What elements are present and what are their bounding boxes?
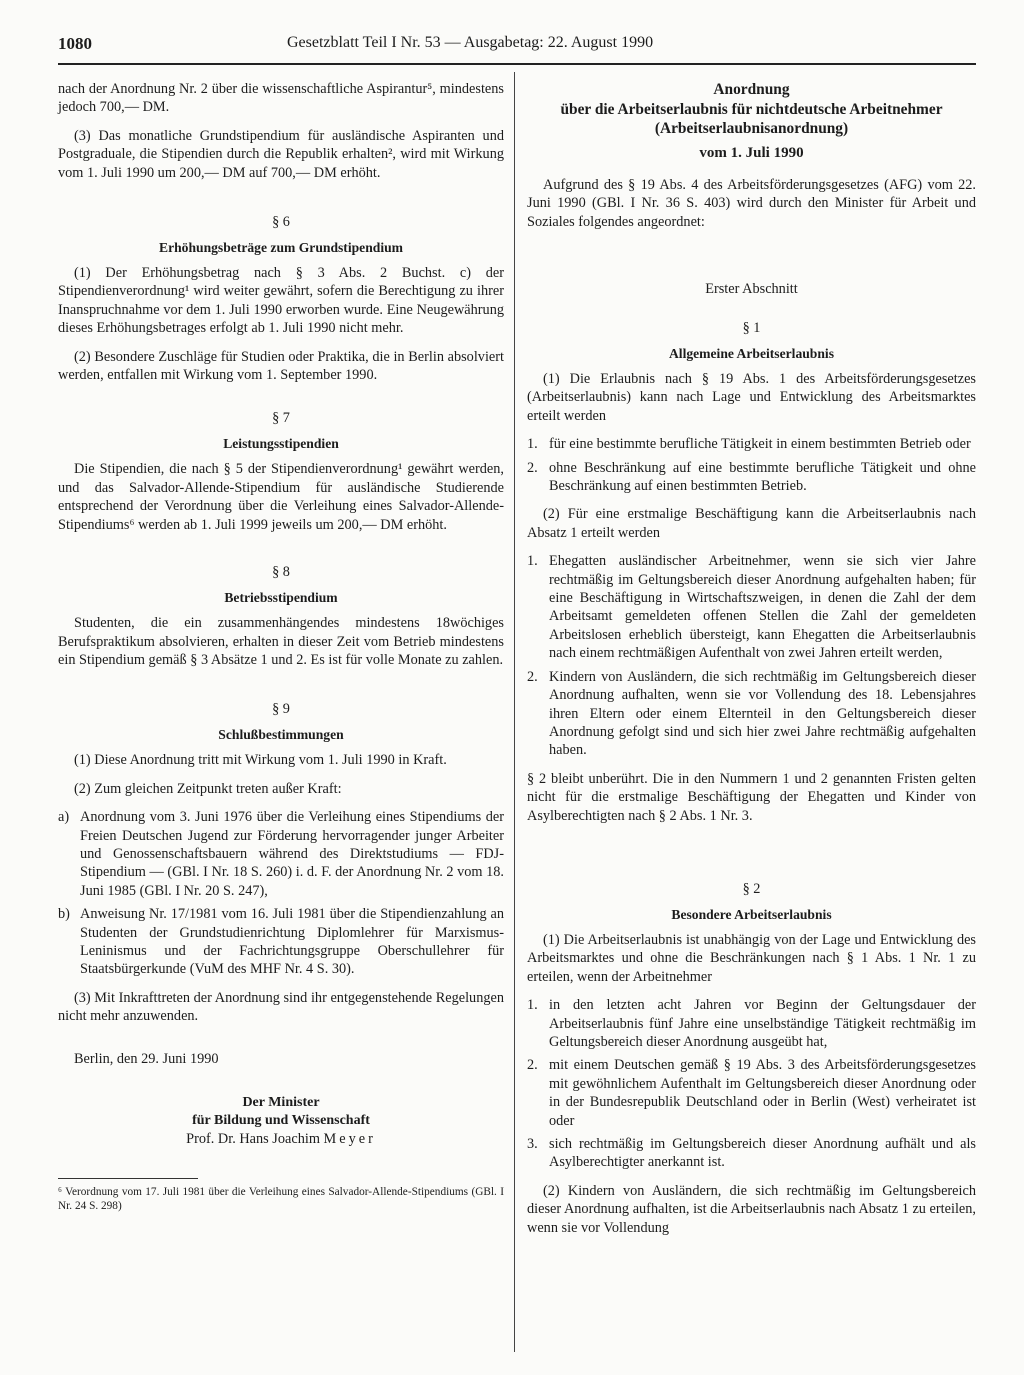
section-number-2: § 2 bbox=[742, 880, 761, 897]
footnote-6: ⁶ Verordnung vom 17. Juli 1981 über die Verleihung eines Salvador-Allende-Stipendiums (GBl. I Nr. 24 S. 298) bbox=[58, 1186, 504, 1212]
s9-paragraph-2: (2) Zum gleichen Zeitpunkt treten außer Kraft: bbox=[74, 780, 342, 797]
list-item: 1. in den letzten acht Jahren vor Beginn der Geltungsdauer der Arbeitserlaubnis fünf Jahre eine unselbständige Tätigkeit rechtmäßig im Geltungsbereich dieser Anordnung ausgeübt hat, bbox=[527, 997, 976, 1050]
signature-name: Prof. Dr. Hans Joachim Meyer bbox=[186, 1131, 376, 1147]
section-number-8: § 8 bbox=[272, 564, 290, 581]
section-title-7: Leistungsstipendien bbox=[223, 436, 339, 452]
list-item: a) Anordnung vom 3. Juni 1976 über die Verleihung eines Stipendiums der Freien Deutschen Jugend zur Förderung hervorragender junger Arbeiter und Genossenschaftsbauern während des Direktstudiums — FDJ-Stipendium — (GBl. I Nr. 18 S. 260) i. d. F. der Anordnung Nr. 2 vom 18. Juni 1985 (GBl. I Nr. 20 S. 247), bbox=[58, 809, 504, 899]
section-number-6: § 6 bbox=[272, 214, 290, 231]
running-title: Gesetzblatt Teil I Nr. 53 — Ausgabetag: 22. August 1990 bbox=[287, 34, 654, 51]
s2-list bbox=[527, 996, 976, 1172]
place-and-date: Berlin, den 29. Juni 1990 bbox=[74, 1050, 219, 1067]
s9-repeal-list bbox=[58, 808, 504, 979]
section-title-6: Erhöhungsbeträge zum Grundstipendium bbox=[159, 240, 403, 256]
s1-paragraph-1: (1) Die Erlaubnis nach § 19 Abs. 1 des Arbeitsförderungsgesetzes (Arbeitserlaubnis) kann nach Lage und Entwicklung des Arbeitsmarktes erteilt werden bbox=[527, 371, 976, 424]
section-title-8: Betriebsstipendium bbox=[224, 590, 338, 606]
right-column bbox=[527, 80, 976, 1247]
section-title-2: Besondere Arbeitserlaubnis bbox=[671, 906, 832, 922]
ordinance-date: vom 1. Juli 1990 bbox=[699, 144, 804, 161]
section-number-1: § 1 bbox=[742, 320, 761, 336]
footnote-rule bbox=[58, 1178, 198, 1179]
section-title-1: Allgemeine Arbeitserlaubnis bbox=[668, 346, 834, 361]
page-header bbox=[58, 34, 976, 56]
s2-paragraph-1: (1) Die Arbeitserlaubnis ist unabhängig von der Lage und Entwicklung des Arbeitsmarktes und ohne die Beschränkungen nach § 1 Abs. 1 Nr. 1 zu erteilen, wenn der Arbeitnehmer bbox=[527, 931, 976, 985]
list-item: 2. Kindern von Ausländern, die sich rechtmäßig im Geltungsbereich dieser Anordnung aufhalten, wenn sie vor Vollendung des 18. Lebensjahres ihren Eltern oder einem Elternteil in den Geltungsbereich dieser Anordnung gefolgt sind und sich hier zwei Jahre rechtmäßig aufgehalten haben. bbox=[527, 668, 976, 759]
s6-paragraph-1: (1) Der Erhöhungsbetrag nach § 3 Abs. 2 Buchst. c) der Stipendienverordnung¹ wird weiter gewährt, sofern die Berechtigung zu ihrer Inanspruchnahme vor dem 1. Juli 1990 erworben wurde. Eine Neugewährung dieses Erhöhungsbetrages erfolgt ab 1. Juli 1990 nicht mehr. bbox=[58, 265, 504, 337]
paragraph-continuation: nach der Anordnung Nr. 2 über die wissenschaftliche Aspirantur⁵, mindestens jedoch 700,— DM. bbox=[58, 81, 504, 116]
ordinance-title-3: (Arbeitserlaubnisanordnung) bbox=[654, 120, 849, 138]
s2-paragraph-2: (2) Kindern von Ausländern, die sich rechtmäßig im Geltungsbereich dieser Anordnung aufhalten, ist die Arbeitserlaubnis nach Absatz 1 zu erteilen, wenn sie vor Vollendung bbox=[527, 1182, 976, 1236]
list-item: b) Anweisung Nr. 17/1981 vom 16. Juli 1981 über die Stipendienzahlung an Studenten der Grundstudienrichtung Diplomlehrer für Marxismus-Leninismus und der Fachrichtungsgruppe Oberschullehrer für Staatsbürgerkunde (VuM des MHF Nr. 4 S. 30). bbox=[58, 906, 504, 978]
list-item: 3. sich rechtmäßig im Geltungsbereich dieser Anordnung aufhält und als Asylberechtigter anerkannt ist. bbox=[527, 1136, 976, 1171]
s1-paragraph-3: § 2 bleibt unberührt. Die in den Nummern 1 und 2 genannten Fristen gelten nicht für die erstmalige Beschäftigung der Ehegatten und Kinder von Asylberechtigten nach § 2 Abs. 1 Nr. 3. bbox=[527, 770, 976, 824]
list-item: 1. für eine bestimmte berufliche Tätigkeit in einem bestimmten Betrieb oder bbox=[527, 436, 971, 453]
left-column bbox=[58, 80, 504, 1213]
list-item: 2. mit einem Deutschen gemäß § 19 Abs. 3 des Arbeitsförderungsgesetzes mit gewöhnlichem Aufenthalt im Geltungsbereich dieser Anordnung oder in der Bundesrepublik Deutschland oder in Berlin (West) verheiratet ist oder bbox=[527, 1057, 976, 1129]
column-divider bbox=[514, 72, 515, 1352]
page-number: 1080 bbox=[58, 34, 92, 53]
signature-title-1: Der Minister bbox=[242, 1095, 320, 1110]
part-heading: Erster Abschnitt bbox=[705, 281, 798, 297]
header-rule bbox=[58, 63, 976, 65]
section-number-7: § 7 bbox=[272, 410, 290, 427]
s1-list-2 bbox=[527, 552, 976, 759]
s6-paragraph-2: (2) Besondere Zuschläge für Studien oder Praktika, die in Berlin absolviert werden, entfallen mit Wirkung vom 1. September 1990. bbox=[58, 348, 504, 384]
list-item: 2. ohne Beschränkung auf eine bestimmte berufliche Tätigkeit und ohne Beschränkung auf einen bestimmten Betrieb. bbox=[527, 459, 976, 495]
paragraph-3: (3) Das monatliche Grundstipendium für ausländische Aspiranten und Postgraduale, die Stipendien durch die Republik erhalten², wird mit Wirkung vom 1. Juli 1990 um 200,— DM auf 700,— DM erhöht. bbox=[58, 127, 504, 181]
section-title-9: Schlußbestimmungen bbox=[218, 727, 344, 743]
s9-paragraph-3: (3) Mit Inkrafttreten der Anordnung sind ihr entgegenstehende Regelungen nicht mehr anzuwenden. bbox=[58, 989, 504, 1025]
ordinance-title-2: über die Arbeitserlaubnis für nichtdeutsche Arbeitnehmer bbox=[560, 100, 943, 118]
s1-list-1 bbox=[527, 435, 976, 495]
signature-title-2: für Bildung und Wissenschaft bbox=[192, 1112, 370, 1128]
ordinance-intro: Aufgrund des § 19 Abs. 4 des Arbeitsförderungsgesetzes (AFG) vom 22. Juni 1990 (GBl. I Nr. 36 S. 403) wird durch den Minister für Arbeit und Soziales folgendes angeordnet: bbox=[527, 176, 976, 230]
section-number-9: § 9 bbox=[272, 701, 290, 718]
list-item: 1. Ehegatten ausländischer Arbeitnehmer, wenn sie sich vier Jahre rechtmäßig im Geltungsbereich dieser Anordnung aufgehalten haben; für eine Beschäftigung in Wirtschaftszweigen, in denen die Zahl der dem Arbeitsamt gemeldeten offenen Stellen die Zahl der gemeldeten Arbeitslosen erheblich übersteigt, kann Ehegatten die Arbeitserlaubnis nach einem rechtmäßigen Aufenthalt von zwei Jahren erteilt werden, bbox=[527, 553, 976, 662]
s7-paragraph-1: Die Stipendien, die nach § 5 der Stipendienverordnung¹ gewährt werden, und das Salvador-Allende-Stipendium für ausländische Studierende entsprechend der Verordnung über die Verleihung eines Salvador-Allende-Stipendiums⁶ werden ab 1. Juli 1999 jeweils um 200,— DM erhöht. bbox=[58, 461, 504, 533]
ordinance-title-1: Anordnung bbox=[713, 81, 790, 98]
s1-paragraph-2: (2) Für eine erstmalige Beschäftigung kann die Arbeitserlaubnis nach Absatz 1 erteilt werden bbox=[527, 506, 976, 541]
s8-paragraph-1: Studenten, die ein zusammenhängendes mindestens 18wöchiges Berufspraktikum absolvieren, erhalten in dieser Zeit vom Betrieb mindestens ein Stipendium gemäß § 3 Absätze 1 und 2. Es ist für volle Monate zu zahlen. bbox=[58, 615, 504, 668]
signature-surname: Meyer bbox=[323, 1131, 376, 1147]
s9-paragraph-1: (1) Diese Anordnung tritt mit Wirkung vom 1. Juli 1990 in Kraft. bbox=[74, 752, 447, 769]
